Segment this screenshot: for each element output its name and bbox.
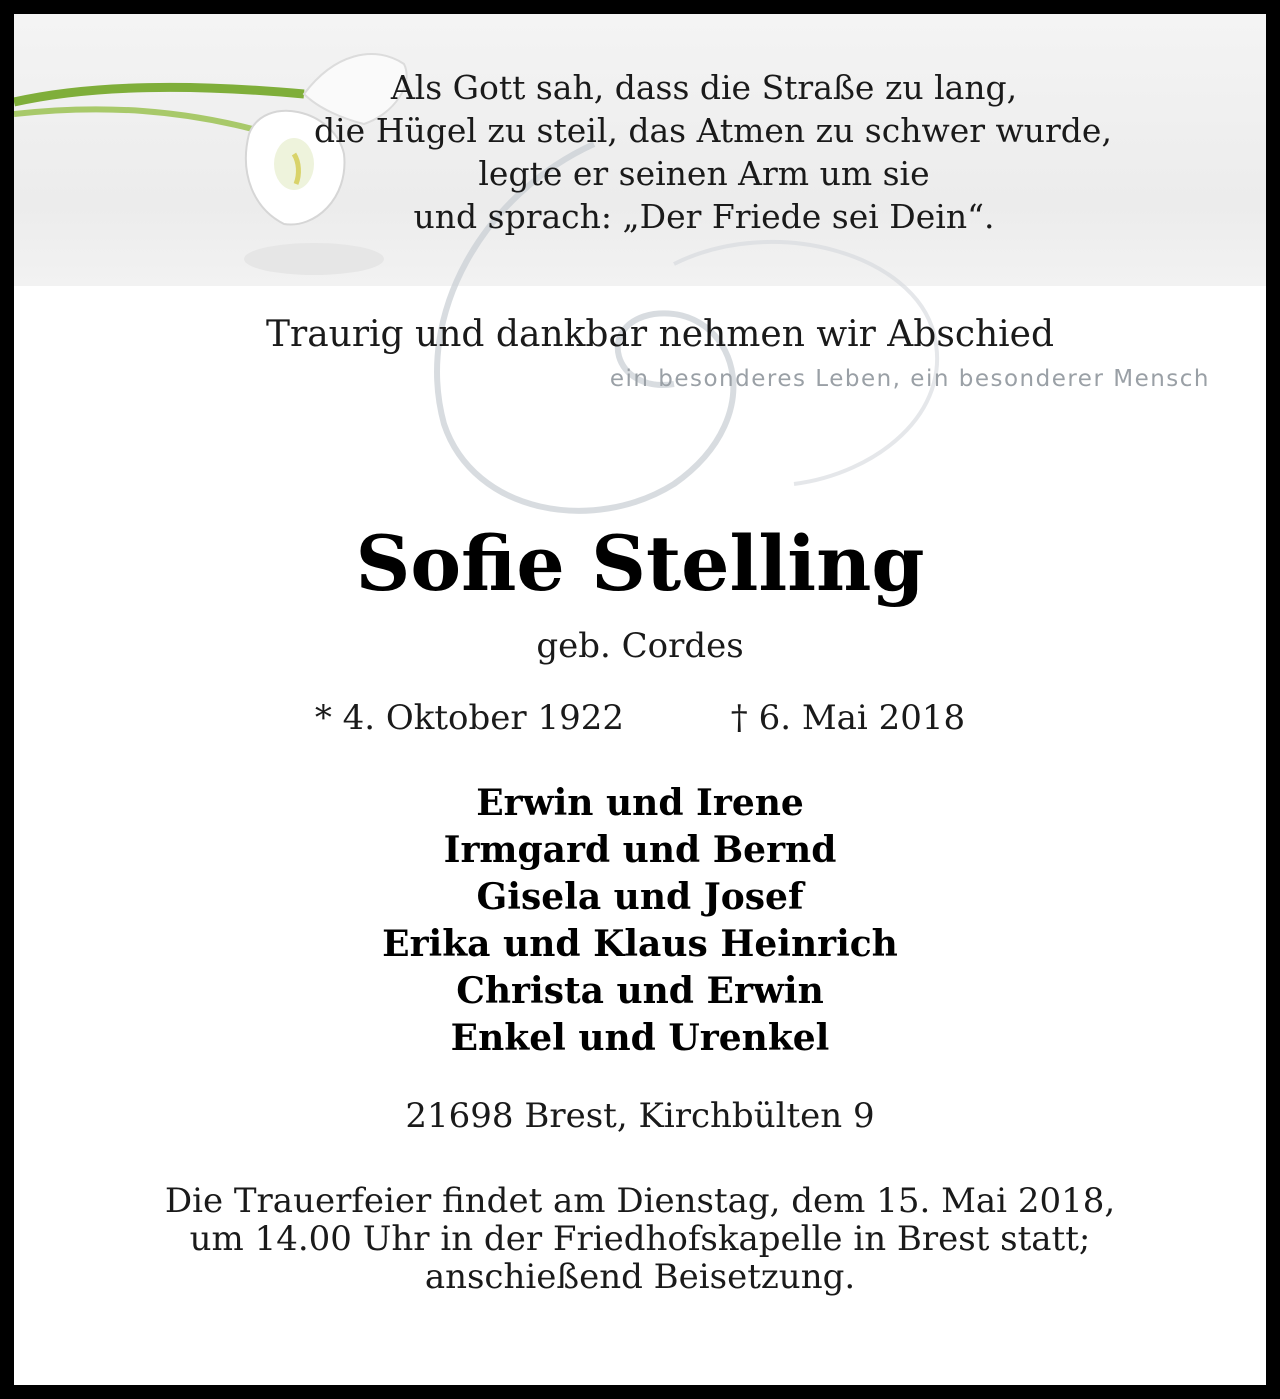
verse-line: die Hügel zu steil, das Atmen zu schwer wurde, — [314, 111, 1112, 150]
life-dates — [14, 698, 1266, 738]
death-date: † 6. Mai 2018 — [730, 698, 966, 738]
mourner-entry: Christa und Erwin — [456, 970, 824, 1012]
verse-line: legte er seinen Arm um sie — [478, 154, 930, 193]
mourner-entry: Erwin und Irene — [476, 782, 804, 824]
verse — [314, 66, 1112, 238]
service-line: Die Trauerfeier findet am Dienstag, dem 15. Mai 2018, — [164, 1181, 1116, 1221]
family-address: 21698 Brest, Kirchbülten 9 — [405, 1096, 875, 1136]
service-line: um 14.00 Uhr in der Friedhofskapelle in Brest statt; — [189, 1219, 1091, 1259]
maiden-name: geb. Cordes — [536, 626, 744, 666]
deceased-name: Sofie Stelling — [355, 519, 925, 608]
mourner-entry: Erika und Klaus Heinrich — [382, 923, 898, 965]
lead-text: Traurig und dankbar nehmen wir Abschied — [265, 314, 1055, 355]
service-line: anschießend Beisetzung. — [424, 1257, 856, 1297]
mourner-entry: Gisela und Josef — [476, 876, 804, 918]
mourner-entry: Enkel und Urenkel — [450, 1017, 830, 1059]
verse-line: und sprach: „Der Friede sei Dein“. — [413, 197, 995, 236]
verse-line: Als Gott sah, dass die Straße zu lang, — [390, 68, 1018, 107]
birth-date: * 4. Oktober 1922 — [314, 698, 624, 738]
funeral-service-info — [14, 1182, 1266, 1296]
mourner-entry: Irmgard und Bernd — [443, 829, 837, 871]
tagline: ein besonderes Leben, ein besonderer Mensch — [609, 366, 1210, 392]
mourners-list — [14, 780, 1266, 1062]
